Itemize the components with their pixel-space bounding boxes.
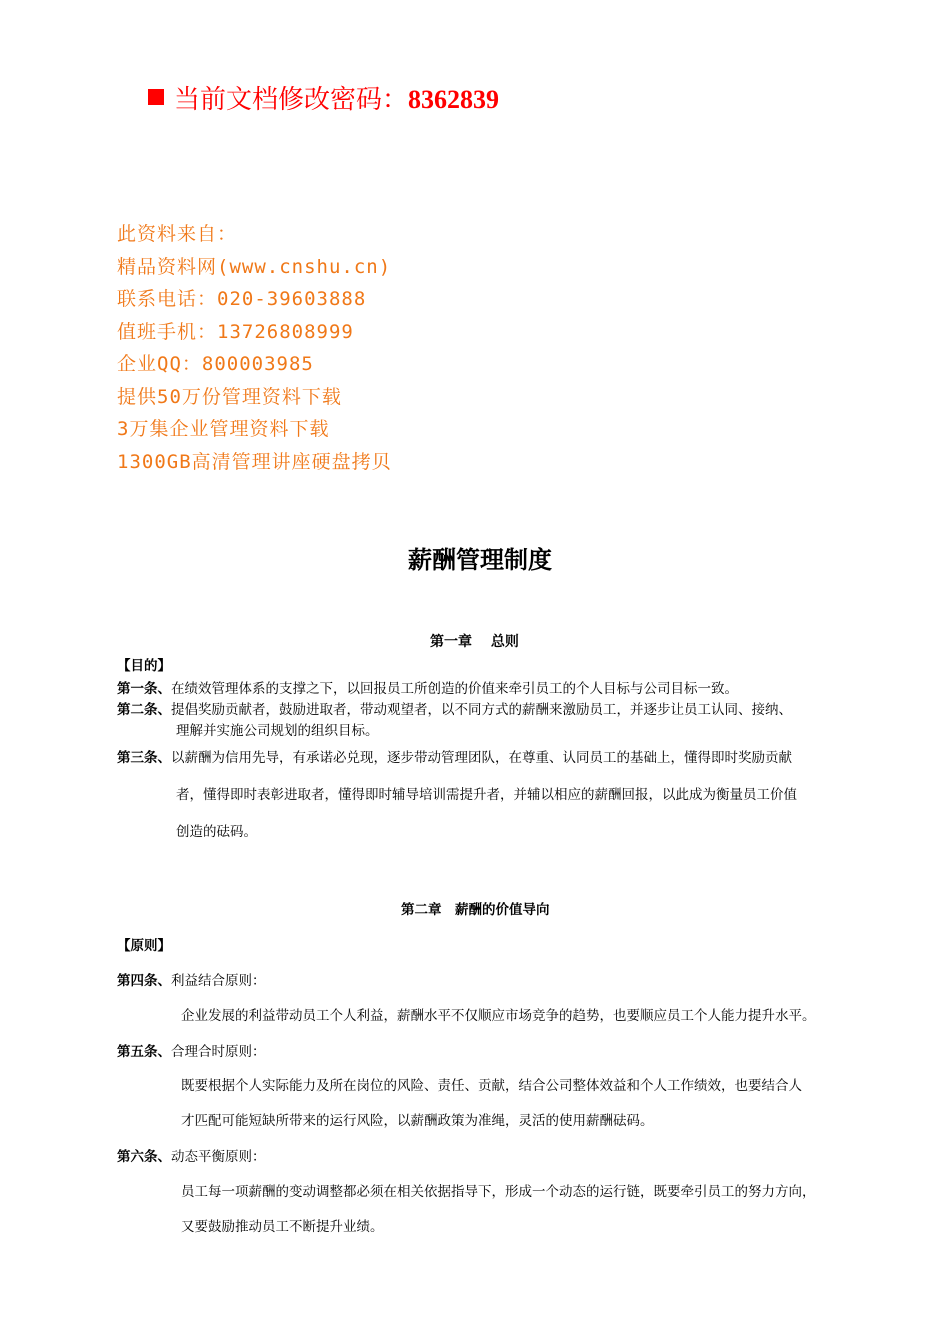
article-3-continued: 创造的砝码。 <box>176 824 257 840</box>
promo-line: 3万集企业管理资料下载 <box>117 418 330 440</box>
promo-line: 企业QQ：800003985 <box>117 353 314 375</box>
password-notice-text: 当前文档修改密码： <box>174 85 409 115</box>
promo-line: 此资料来自： <box>117 223 238 245</box>
section-label: 【原则】 <box>117 938 171 954</box>
article-6-text: 员工每一项薪酬的变动调整都必须在相关依据指导下，形成一个动态的运行链，既要牵引员工的努力方向， <box>181 1184 816 1200</box>
article-title: 合理合时原则： <box>171 1044 266 1060</box>
article-text: 以薪酬为信用先导，有承诺必兑现，逐步带动管理团队，在尊重、认同员工的基础上，懂得即时奖励贡献 <box>171 750 792 766</box>
article-4 <box>117 969 266 989</box>
section-label: 【目的】 <box>117 658 171 674</box>
article-label: 第一条、 <box>117 681 171 697</box>
article-3-continued: 者，懂得即时表彰进取者，懂得即时辅导培训需提升者，并辅以相应的薪酬回报，以此成为衡量员工价值 <box>176 787 797 803</box>
document-title: 薪酬管理制度 <box>408 546 552 574</box>
chapter-heading: 第二章 薪酬的价值导向 <box>401 902 550 918</box>
article-6 <box>117 1145 266 1165</box>
article-label: 第四条、 <box>117 973 171 989</box>
article-label: 第三条、 <box>117 750 171 766</box>
article-text: 在绩效管理体系的支撑之下，以回报员工所创造的价值来牵引员工的个人目标与公司目标一致。 <box>171 681 738 697</box>
promo-line: 1300GB高清管理讲座硬盘拷贝 <box>117 450 392 473</box>
article-label: 第二条、 <box>117 702 171 718</box>
password-code: 8362839 <box>408 85 500 114</box>
promo-block <box>117 218 392 478</box>
promo-line: 提供50万份管理资料下载 <box>117 385 342 408</box>
article-5-text: 才匹配可能短缺所带来的运行风险，以薪酬政策为准绳，灵活的使用薪酬砝码。 <box>181 1113 654 1129</box>
password-notice <box>148 80 499 120</box>
promo-line: 值班手机：13726808999 <box>117 320 354 343</box>
article-2 <box>117 698 792 718</box>
article-label: 第六条、 <box>117 1149 171 1165</box>
article-1 <box>117 677 738 697</box>
article-title: 动态平衡原则： <box>171 1149 266 1165</box>
article-5 <box>117 1040 266 1060</box>
article-title: 利益结合原则： <box>171 973 266 989</box>
article-4-text: 企业发展的利益带动员工个人利益，薪酬水平不仅顺应市场竞争的趋势，也要顺应员工个人能力提升水平。 <box>181 1008 816 1024</box>
article-2-continued: 理解并实施公司规划的组织目标。 <box>176 723 379 739</box>
red-square-bullet-icon <box>148 89 164 105</box>
article-5-text: 既要根据个人实际能力及所在岗位的风险、责任、贡献，结合公司整体效益和个人工作绩效，也要结合人 <box>181 1078 802 1094</box>
chapter-heading: 第一章 总则 <box>430 634 519 650</box>
promo-line: 联系电话：020-39603888 <box>117 288 367 310</box>
article-6-text: 又要鼓励推动员工不断提升业绩。 <box>181 1219 384 1235</box>
article-label: 第五条、 <box>117 1044 171 1060</box>
article-text: 提倡奖励贡献者，鼓励进取者，带动观望者，以不同方式的薪酬来激励员工，并逐步让员工认同、接纳、 <box>171 702 792 718</box>
promo-line: 精品资料网(www.cnshu.cn) <box>117 255 392 278</box>
article-3 <box>117 746 792 766</box>
